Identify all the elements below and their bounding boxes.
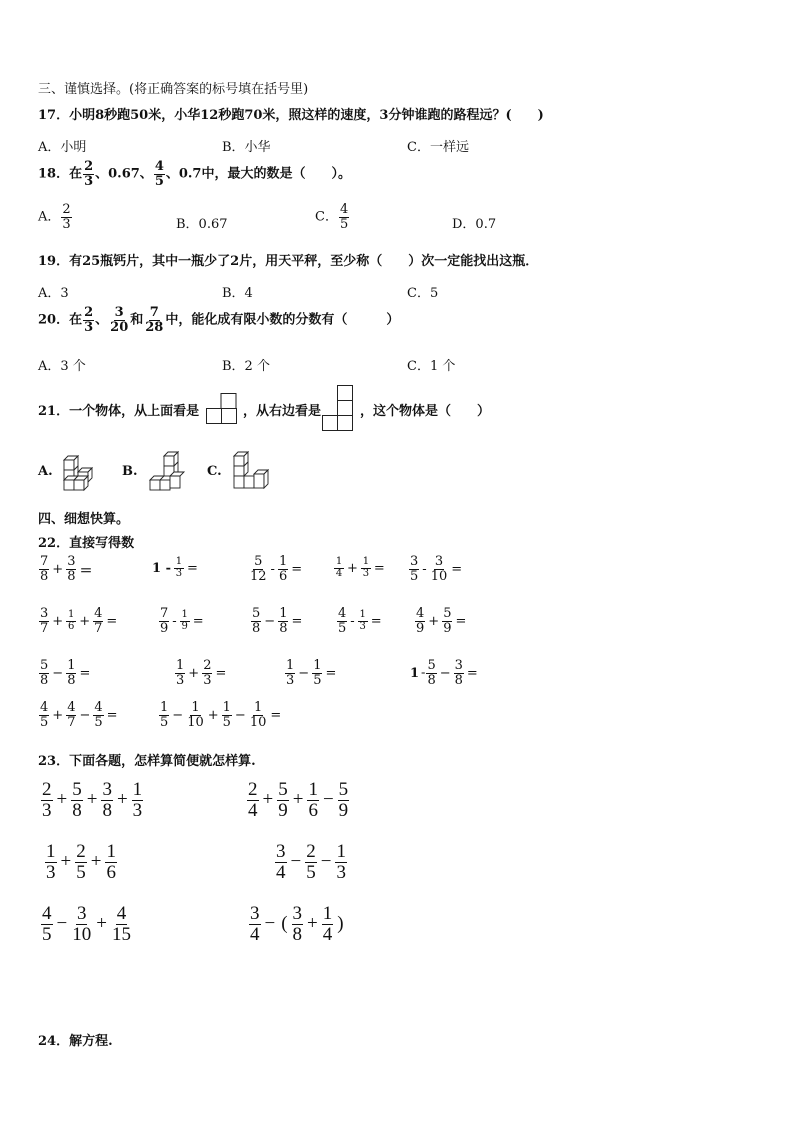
question-17: 17．小明8秒跑50米，小华12秒跑70米，照这样的速度，3分钟谁跑的路程远？( )	[38, 108, 544, 123]
simplify-expr-3: $\frac{1}{3}$ + $\frac{2}{5}$ + $\frac{1}{6}$	[46, 841, 116, 883]
q20-option-c: C．1 个	[407, 359, 456, 374]
simplify-expr-2: $\frac{2}{4}$ + $\frac{5}{9}$ + $\frac{1}{6}$ − $\frac{5}{9}$	[248, 779, 349, 821]
calc-r1-a: $\frac{7}{8}$ + $\frac{3}{8}$ ＝	[40, 554, 93, 584]
simplify-expr-6: $\frac{3}{4}$ − ( $\frac{3}{8}$ + $\frac{1}{4}$ )	[250, 903, 344, 945]
simplify-expr-5: $\frac{4}{5}$ − $\frac{3}{10}$ + $\frac{4}{15}$	[42, 903, 131, 945]
q18-text-mid: 、0.67、	[95, 166, 153, 182]
simplify-expr-4: $\frac{3}{4}$ − $\frac{2}{5}$ − $\frac{1}{3}$	[276, 841, 346, 883]
q21-option-b: B.	[122, 464, 138, 479]
calc-r4-b: $\frac{1}{5}$ − $\frac{1}{10}$ + $\frac{1}{5}$ − $\frac{1}{10}$ =	[160, 700, 282, 730]
q21-option-a: A.	[38, 464, 53, 479]
q18-text-post: 、0.7中，最大的数是（ ）。	[165, 166, 351, 182]
calc-r1-b: 1 - $\frac{1}{3}$ =	[152, 556, 198, 579]
q20-option-a: A．3 个	[38, 359, 86, 374]
calc-r3-b: $\frac{1}{3}$ + $\frac{2}{3}$ =	[176, 658, 227, 688]
calc-r2-d: $\frac{4}{5}$ - $\frac{1}{3}$ =	[338, 606, 382, 636]
calc-r2-b: $\frac{7}{9}$ - $\frac{1}{9}$ =	[160, 606, 204, 636]
right-view-figure	[322, 385, 356, 433]
calc-r2-c: $\frac{5}{8}$ − $\frac{1}{8}$ =	[252, 606, 303, 636]
q18-text-pre: 18．在	[38, 166, 83, 182]
q21-text-post: ，这个物体是（ ）	[360, 404, 491, 419]
question-23: 23．下面各题，怎样算简便就怎样算.	[38, 754, 256, 769]
simplify-expr-1: $\frac{2}{3}$ + $\frac{5}{8}$ + $\frac{3}{8}$ + $\frac{1}{3}$	[42, 779, 143, 821]
q19-option-b: B．4	[222, 286, 253, 301]
calc-r1-d: $\frac{1}{4}$ + $\frac{1}{3}$ =	[335, 556, 385, 579]
q18-option-c: C． $\frac{4}{5}$	[315, 202, 349, 232]
calc-r2-e: $\frac{4}{9}$ + $\frac{5}{9}$ =	[416, 606, 467, 636]
calc-r1-c: $\frac{5}{12}$ - $\frac{1}{6}$ =	[250, 554, 303, 584]
top-view-figure	[206, 393, 240, 425]
q17-option-a: A．小明	[38, 140, 87, 155]
calc-r3-c: $\frac{1}{3}$ − $\frac{1}{5}$ =	[286, 658, 337, 688]
q17-option-c: C．一样远	[407, 140, 469, 155]
section-4-heading: 四、细想快算。	[38, 512, 130, 527]
cube-figure-c	[230, 452, 270, 492]
q19-option-a: A．3	[38, 286, 69, 301]
q20-option-b: B．2 个	[222, 359, 270, 374]
fraction: $\frac{2}{3}$	[84, 159, 94, 189]
cube-figure-a	[60, 452, 96, 492]
section-3-heading: 三、谨慎选择。(将正确答案的标号填在括号里)	[38, 82, 309, 97]
question-19: 19．有25瓶钙片，其中一瓶少了2片，用天平秤，至少称（ ）次一定能找出这瓶．	[38, 254, 539, 269]
q21-text-pre: 21．一个物体，从上面看是	[38, 404, 200, 419]
question-24: 24．解方程.	[38, 1034, 113, 1049]
q18-option-b: B．0.67	[176, 217, 228, 232]
fraction: $\frac{4}{5}$	[154, 159, 164, 189]
q18-option-a: A． $\frac{2}{3}$	[38, 202, 71, 232]
question-20: 20．在 $\frac{2}{3}$ 、 $\frac{3}{20}$ 和 $\frac{7}{28}$ 中，能化成有限小数的分数有（ ）	[38, 305, 400, 335]
q18-option-d: D．0.7	[452, 217, 497, 232]
question-18	[38, 160, 351, 188]
calc-r4-a: $\frac{4}{5}$ + $\frac{4}{7}$ − $\frac{4}{5}$ =	[40, 700, 118, 730]
q19-option-c: C．5	[407, 286, 439, 301]
calc-r3-d: 1 - $\frac{5}{8}$ − $\frac{3}{8}$ =	[410, 658, 478, 688]
q21-text-mid: ，从右边看是	[243, 404, 322, 419]
cube-figure-b	[146, 452, 186, 492]
calc-r3-a: $\frac{5}{8}$ − $\frac{1}{8}$ =	[40, 658, 91, 688]
question-22: 22．直接写得数	[38, 536, 135, 551]
calc-r1-e: $\frac{3}{5}$ - $\frac{3}{10}$ =	[410, 554, 463, 584]
q17-option-b: B．小华	[222, 140, 271, 155]
calc-r2-a: $\frac{3}{7}$ + $\frac{1}{6}$ + $\frac{4}{7}$ =	[40, 606, 118, 636]
q21-option-c: C.	[207, 464, 222, 479]
